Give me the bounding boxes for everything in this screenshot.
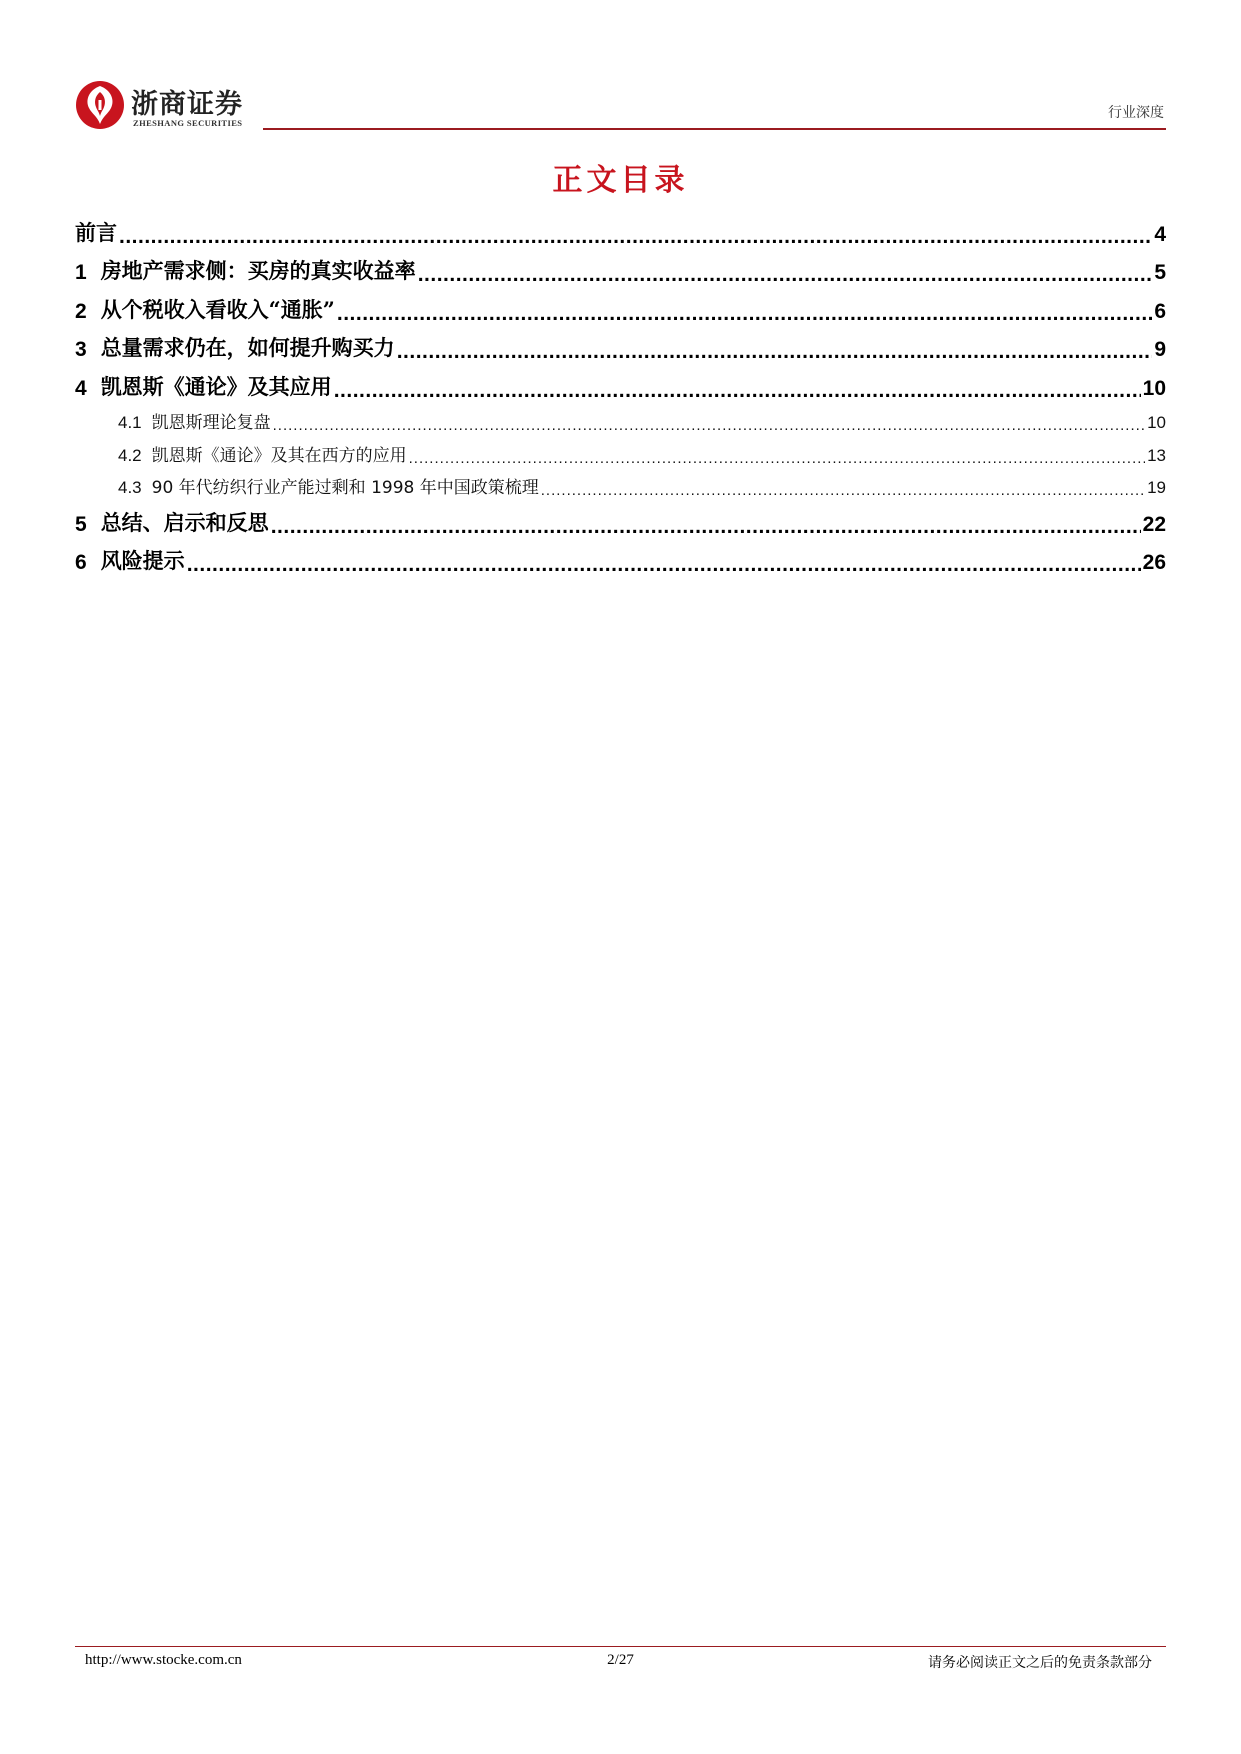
toc-subentry[interactable]: [75, 433, 1166, 466]
toc-entry-title: 凯恩斯《通论》及其应用: [100, 373, 332, 399]
toc-entry-number: 2: [75, 299, 87, 323]
toc-entry[interactable]: [75, 208, 1166, 247]
company-logo: [75, 80, 265, 132]
report-type-label: 行业深度: [1108, 105, 1164, 121]
toc-leader-dots: [541, 483, 1145, 498]
toc-leader-dots: [397, 341, 1153, 362]
toc-entry-title: 90 年代纺织行业产能过剩和 1998 年中国政策梳理: [151, 478, 539, 498]
toc-entry-number: 4: [75, 376, 87, 400]
logo-chinese-name: 浙商证券: [131, 89, 243, 120]
toc-entry-number: 5: [75, 512, 87, 536]
toc-subentry[interactable]: [75, 401, 1166, 434]
toc-entry-title: 凯恩斯《通论》及其在西方的应用: [151, 445, 407, 466]
toc-entry-page: 9: [1154, 338, 1166, 361]
toc-entry[interactable]: [75, 285, 1166, 324]
toc-entry-title: 前言: [75, 219, 117, 245]
toc-entry-page: 22: [1142, 512, 1166, 536]
footer-divider: [75, 1646, 1166, 1647]
page-footer: [75, 1652, 1166, 1674]
toc-entry-number: 3: [75, 338, 87, 361]
toc-entry[interactable]: [75, 537, 1166, 576]
toc-entry-title: 从个税收入看收入“通胀”: [100, 296, 335, 322]
toc-entry-number: 4.3: [118, 478, 142, 497]
toc-entry-page: 10: [1142, 376, 1166, 400]
toc-entry-page: 13: [1147, 445, 1166, 465]
page-header: [75, 78, 1166, 132]
zheshang-logo-icon: [75, 80, 125, 130]
toc-leader-dots: [273, 418, 1145, 433]
table-of-contents: [75, 208, 1166, 575]
toc-entry[interactable]: [75, 324, 1166, 363]
toc-entry-number: 6: [75, 551, 87, 574]
toc-entry-title: 风险提示: [100, 548, 185, 573]
toc-entry-page: 19: [1147, 478, 1166, 497]
footer-page-number: 2/27: [607, 1652, 634, 1668]
toc-entry-page: 26: [1142, 551, 1166, 574]
footer-website-link[interactable]: http://www.stocke.com.cn: [85, 1652, 242, 1668]
toc-leader-dots: [187, 554, 1141, 575]
logo-english-name: ZHESHANG SECURITIES: [133, 118, 243, 128]
toc-entry-number: 1: [75, 261, 87, 284]
toc-entry[interactable]: [75, 362, 1166, 401]
toc-leader-dots: [119, 226, 1152, 247]
toc-entry-page: 5: [1154, 261, 1166, 284]
toc-leader-dots: [409, 451, 1145, 466]
toc-entry-title: 凯恩斯理论复盘: [151, 413, 271, 433]
toc-entry[interactable]: [75, 247, 1166, 286]
toc-entry-title: 总结、启示和反思: [100, 509, 269, 535]
toc-entry-number: 4.2: [118, 445, 142, 465]
toc-subentry[interactable]: [75, 466, 1166, 499]
toc-entry-title: 总量需求仍在，如何提升购买力: [100, 335, 395, 360]
toc-entry-title: 房地产需求侧：买房的真实收益率: [100, 258, 416, 283]
toc-entry-page: 10: [1147, 413, 1166, 432]
toc-entry[interactable]: [75, 498, 1166, 537]
toc-entry-number: 4.1: [118, 413, 142, 432]
toc-leader-dots: [418, 264, 1153, 285]
footer-disclaimer-note: 请务必阅读正文之后的免责条款部分: [928, 1655, 1152, 1671]
toc-leader-dots: [337, 303, 1152, 324]
toc-title: 正文目录: [552, 163, 689, 198]
toc-entry-page: 6: [1154, 299, 1166, 323]
toc-leader-dots: [271, 516, 1141, 537]
toc-leader-dots: [334, 380, 1141, 401]
header-divider: [263, 128, 1166, 130]
toc-entry-page: 4: [1154, 222, 1166, 246]
